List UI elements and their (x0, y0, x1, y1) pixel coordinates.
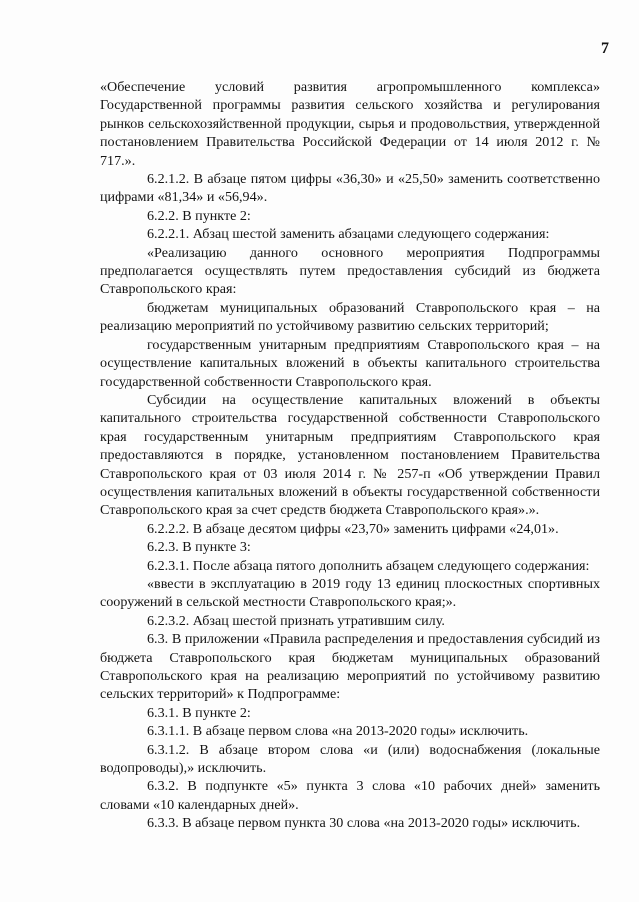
paragraph: 6.2.2.1. Абзац шестой заменить абзацами следующего содержания: (147, 226, 550, 243)
paragraph: 6.2.3.2. Абзац шестой признать утратившим силу. (147, 612, 445, 629)
paragraph: 6.2.3.1. После абзаца пятого дополнить абзацем следующего содержания: (147, 557, 590, 574)
paragraph: 6.3.3. В абзаце первом пункта 30 слова «на 2013-2020 годы» исключить. (147, 815, 581, 832)
paragraph: «Реализацию данного основного мероприятия Подпрограммы предполагается осуществлять путем предоставления субсидий из бюджета Ставропольского края: (100, 244, 600, 298)
paragraph: бюджетам муниципальных образований Ставропольского края – на реализацию мероприятий по устойчивому развитию сельских территорий; (100, 299, 600, 335)
paragraph: «ввести в эксплуатацию в 2019 году 13 единиц плоскостных спортивных сооружений в сельской местности Ставропольского края;». (100, 575, 600, 611)
paragraph: 6.3.2. В подпункте «5» пункта 3 слова «10 рабочих дней» заменить словами «10 календарных дней». (100, 778, 600, 813)
document-body (100, 78, 600, 833)
page-number: 7 (601, 40, 609, 57)
paragraph: государственным унитарным предприятиям Ставропольского края – на осуществление капитальных вложений в объекты капитального строительства государственной собственности Ставропольского края. (100, 336, 600, 390)
paragraph: 6.2.3. В пункте 3: (147, 539, 251, 556)
paragraph: «Обеспечение условий развития агропромышленного комплекса» Государственной программы развития сельского хозяйства и регулирования рынков сельскохозяйственной продукции, сырья и продовольствия, утвержденной постановлением Правительства Российской Федерации от 14 июля 2012 г. № 717.». (100, 79, 600, 169)
paragraph: 6.2.1.2. В абзаце пятом цифры «36,30» и «25,50» заменить соответственно цифрами «81,34» и «56,94». (100, 171, 600, 206)
paragraph: 6.3.1.1. В абзаце первом слова «на 2013-2020 годы» исключить. (147, 723, 529, 740)
paragraph: 6.3. В приложении «Правила распределения и предоставления субсидий из бюджета Ставропольского края бюджетам муниципальных образований Ставропольского края на реализацию мероприятий по устойчивому развитию сельских территорий» к Подпрограмме: (100, 631, 600, 703)
paragraph: 6.2.2.2. В абзаце десятом цифры «23,70» заменить цифрами «24,01». (147, 520, 559, 537)
paragraph: 6.3.1. В пункте 2: (147, 704, 251, 721)
paragraph: 6.3.1.2. В абзаце втором слова «и (или) водоснабжения (локальные водопроводы),» исключить. (100, 741, 600, 777)
paragraph: Субсидии на осуществление капитальных вложений в объекты капитального строительства государственной собственности Ставропольского края государственным унитарным предприятиям Ставропольского края предоставляются в порядке, установленном постановлением Правительства Ставропольского края от 03 июля 2014 г. № 257-п «Об утверждении Правил осуществления капитальных вложений в объекты государственной собственности Ставропольского края за счет средств бюджета Ставропольского края».». (100, 391, 600, 519)
paragraph: 6.2.2. В пункте 2: (147, 207, 251, 224)
